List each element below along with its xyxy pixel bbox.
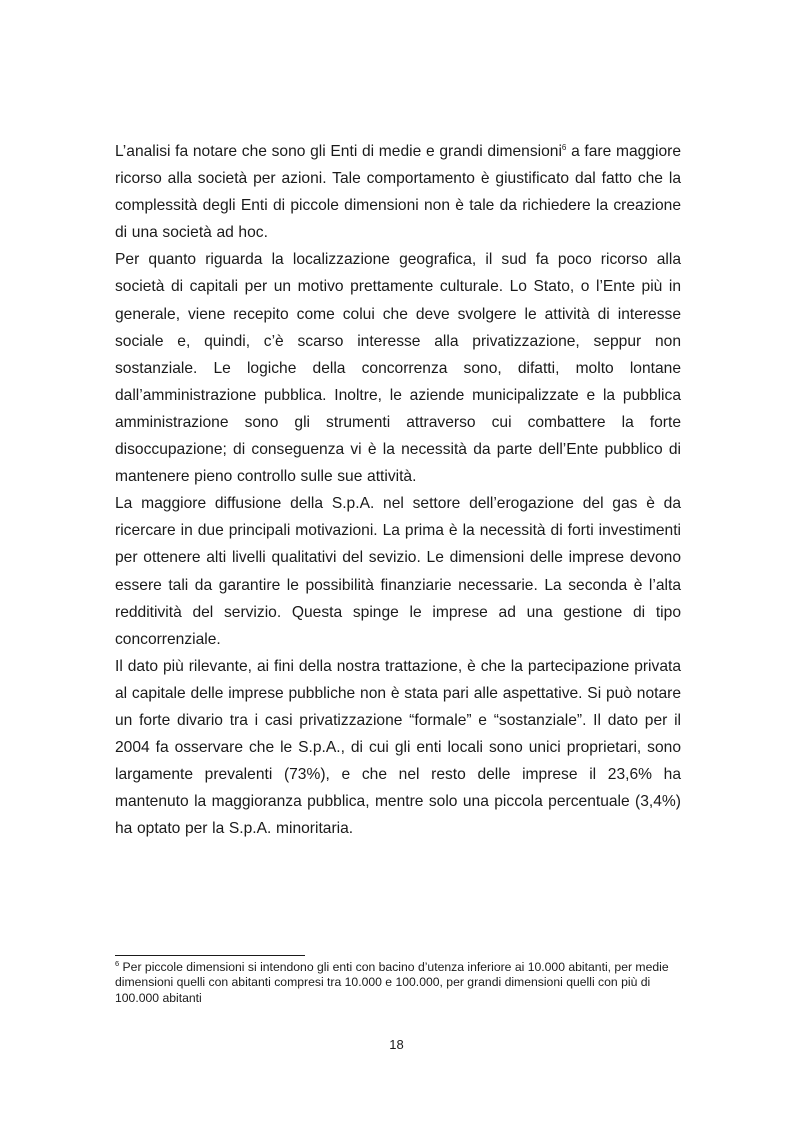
paragraph-1-text-end: a fare maggiore ricorso alla società per azioni. Tale comportamento è giustificato dal fatto che la complessità degli Enti di piccole dimensioni non è tale da richiedere la creazione di una società ad hoc. [115, 143, 682, 242]
footnote-text: Per piccole dimensioni si intendono gli enti con bacino d’utenza inferiore ai 10.000 abitanti, per medie dimensioni quelli con abitanti compresi tra 10.000 e 100.000, per grandi dimensioni quelli con più di 100.000 abitanti [115, 960, 669, 1005]
paragraph-3: La maggiore diffusione della S.p.A. nel settore dell’erogazione del gas è da ricercare in due principali motivazioni. La prima è la necessità di forti investimenti per ottenere alti livelli qualitativi del sevizio. Le dimensioni delle imprese devono essere tali da garantire le possibilità finanziarie necessarie. La seconda è l’alta redditività del servizio. Questa spinge le imprese ad una gestione di tipo concorrenziale. [115, 495, 681, 648]
paragraph-4: Il dato più rilevante, ai fini della nostra trattazione, è che la partecipazione privata al capitale delle imprese pubbliche non è stata pari alle aspettative. Si può notare un forte divario tra i casi privatizzazione “formale” e “sostanziale”. Il dato per il 2004 fa osservare che le S.p.A., di cui gli enti locali sono unici proprietari, sono largamente prevalenti (73%), e che nel resto delle imprese il 23,6% ha mantenuto la maggioranza pubblica, mentre solo una piccola percentuale (3,4%) ha optato per la S.p.A. minoritaria. [115, 657, 681, 838]
body-text [115, 138, 681, 842]
paragraph-1-text-start: L’analisi fa notare che sono gli Enti di medie e grandi dimensioni [115, 143, 562, 160]
footnote [115, 960, 681, 1006]
page-number: 18 [389, 1037, 404, 1052]
paragraph-2: Per quanto riguarda la localizzazione geografica, il sud fa poco ricorso alla società di capitali per un motivo prettamente culturale. Lo Stato, o l’Ente più in generale, viene recepito come colui che deve svolgere le attività di interesse sociale e, quindi, c’è scarso interesse alla privatizzazione, seppur non sostanziale. Le logiche della concorrenza sono, difatti, molto lontane dall’amministrazione pubblica. Inoltre, le aziende municipalizzate e la pubblica amministrazione sono gli strumenti attraverso cui combattere la forte disoccupazione; di conseguenza vi è la necessità da parte dell’Ente pubblico di mantenere pieno controllo sulle sue attività. [115, 251, 681, 486]
footnote-reference: 6 [561, 142, 567, 152]
footnote-mark: 6 [115, 958, 120, 968]
paragraph-1 [115, 138, 681, 246]
footnote-divider [115, 955, 305, 956]
